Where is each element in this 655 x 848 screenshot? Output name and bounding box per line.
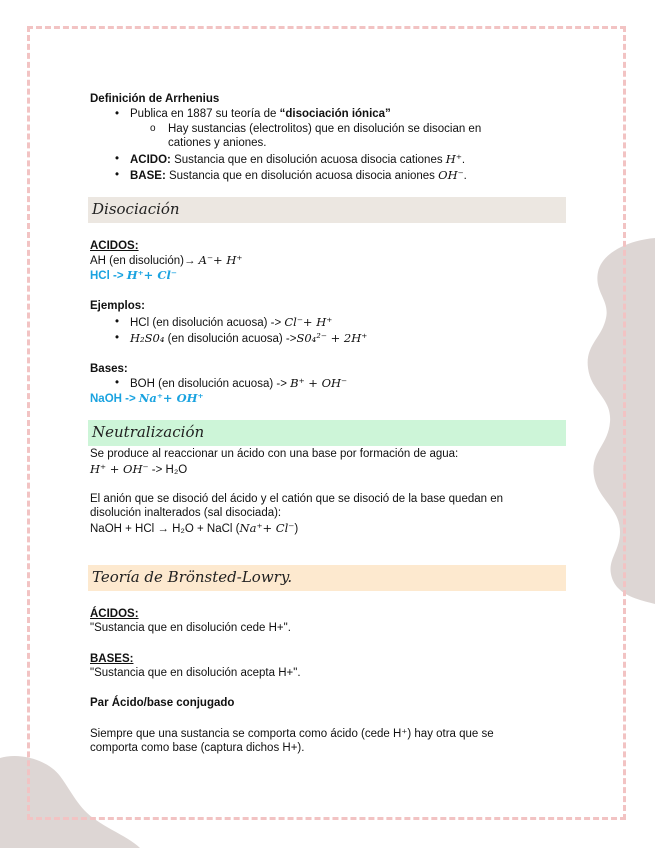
base-text: Sustancia que en disolución acuosa disocia aniones bbox=[165, 170, 439, 182]
boh-line bbox=[130, 376, 347, 391]
naoh-ions: Na⁺+ OH⁺ bbox=[138, 391, 204, 405]
arrhenius-bullet-1 bbox=[130, 107, 391, 121]
eq-ions: H⁺ + OH⁻ bbox=[90, 462, 149, 476]
ah-line bbox=[90, 253, 242, 268]
acido-end: . bbox=[461, 154, 466, 166]
arrhenius-bullet-base bbox=[130, 168, 467, 183]
naoh-line bbox=[90, 391, 204, 406]
disociacion-heading-bar bbox=[88, 197, 566, 223]
boh-ions: B⁺ + OH⁻ bbox=[290, 376, 348, 390]
ejemplos-label: Ejemplos: bbox=[90, 300, 145, 312]
ej1-ions: Cl⁻+ H⁺ bbox=[284, 315, 333, 329]
neutralizacion-equation bbox=[90, 462, 187, 477]
eq2-ions: Na⁺+ Cl⁻ bbox=[239, 521, 295, 535]
neutralizacion-equation-2 bbox=[90, 521, 298, 536]
neutralizacion-para-line1: El anión que se disoció del ácido y el catión que se disoció de la base quedan en bbox=[90, 493, 504, 505]
bases-label: Bases: bbox=[90, 363, 128, 375]
neutralizacion-heading: Neutralización bbox=[92, 423, 205, 441]
disociacion-heading: Disociación bbox=[92, 200, 180, 218]
naoh-prefix: NaOH -> bbox=[90, 393, 139, 405]
ah-text: AH (en disolución)→ bbox=[90, 255, 199, 267]
ej2-ions: S0₄²⁻ + 2H⁺ bbox=[296, 331, 368, 345]
arrhenius-bullet-acido bbox=[130, 152, 465, 167]
ej2-formula: H₂S0₄ bbox=[130, 331, 165, 345]
b1-text: Publica en 1887 su teoría de bbox=[130, 108, 280, 120]
neutralizacion-line1: Se produce al reaccionar un ácido con una base por formación de agua: bbox=[90, 448, 459, 460]
eq-result: -> H₂O bbox=[151, 464, 188, 476]
bronsted-acidos-text: "Sustancia que en disolución cede H+". bbox=[90, 622, 291, 634]
bronsted-heading: Teoría de Brönsted-Lowry. bbox=[92, 568, 293, 586]
ej1-text: HCl (en disolución acuosa) -> bbox=[130, 317, 285, 329]
arrhenius-title: Definición de Arrhenius bbox=[90, 93, 220, 105]
neutralizacion-para-line2: disolución inalterados (sal disociada): bbox=[90, 507, 282, 519]
ah-ions: A⁻+ H⁺ bbox=[198, 253, 243, 267]
acido-text: Sustancia que en disolución acuosa disocia cationes bbox=[170, 154, 446, 166]
acidos-label: ACIDOS: bbox=[90, 240, 139, 252]
ejemplo-2 bbox=[130, 331, 367, 346]
eq2-end: ) bbox=[294, 523, 299, 535]
acido-label: ACIDO: bbox=[130, 154, 171, 166]
b1-bold: “disociación iónica” bbox=[279, 108, 391, 120]
ejemplo-1 bbox=[130, 315, 332, 330]
par-acido-base-label: Par Ácido/base conjugado bbox=[90, 697, 235, 709]
eq2-text: NaOH + HCl → H₂O + NaCl ( bbox=[90, 523, 240, 535]
bronsted-bases-label: BASES: bbox=[90, 653, 134, 665]
base-label: BASE: bbox=[130, 170, 166, 182]
par-line1: Siempre que una sustancia se comporta como ácido (cede H⁺) hay otra que se bbox=[90, 728, 494, 740]
arrhenius-sub-line2: cationes y aniones. bbox=[168, 137, 267, 149]
hcl-ions: H⁺+ Cl⁻ bbox=[126, 268, 177, 282]
arrhenius-sub-line1: o Hay sustancias (electrolitos) que en disolución se disocian en bbox=[168, 122, 481, 136]
base-end: . bbox=[463, 170, 467, 182]
bronsted-acidos-label: ÁCIDOS: bbox=[90, 608, 139, 620]
bronsted-bases-text: "Sustancia que en disolución acepta H+". bbox=[90, 667, 301, 679]
ej2-text: (en disolución acuosa) -> bbox=[164, 333, 297, 345]
bronsted-heading-bar bbox=[88, 565, 566, 591]
acido-ion: H⁺ bbox=[445, 152, 462, 166]
boh-text: BOH (en disolución acuosa) -> bbox=[130, 378, 291, 390]
base-ion: OH⁻ bbox=[438, 168, 464, 182]
hcl-line bbox=[90, 268, 177, 283]
hcl-prefix: HCl -> bbox=[90, 270, 127, 282]
par-line2: comporta como base (captura dichos H+). bbox=[90, 742, 305, 754]
neutralizacion-heading-bar bbox=[88, 420, 566, 446]
